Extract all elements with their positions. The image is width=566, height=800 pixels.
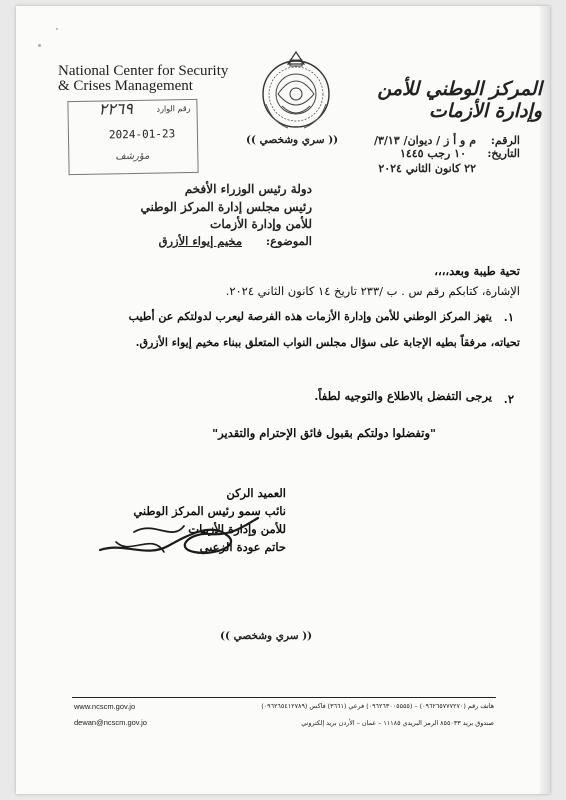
stamp-signature: مؤرشف <box>115 150 150 163</box>
addressee-line2: رئيس مجلس إدارة المركز الوطني <box>140 200 312 214</box>
subject-value: مخيم إيواء الأزرق <box>158 234 242 248</box>
signatory-title1: نائب سمو رئيس المركز الوطني <box>133 504 286 518</box>
footer-divider <box>72 697 496 698</box>
letterhead-english <box>58 64 228 94</box>
subject-label: الموضوع: <box>265 234 312 248</box>
ref-date-label: التاريخ: <box>487 147 520 160</box>
footer-email: dewan@ncscm.gov.jo <box>74 718 147 727</box>
classification-top: (( سري وشخصي )) <box>246 134 339 146</box>
signatory-title2: للأمن وإدارة الأزمات <box>188 522 286 536</box>
binder-edge <box>540 6 550 794</box>
paragraph-2-line1: يرجى التفضل بالاطلاع والتوجيه لطفاً. <box>314 389 492 403</box>
ref-number-value: م و أ ز / ديوان/ ٣/١٣/ <box>373 134 476 147</box>
handwritten-signature <box>94 512 264 562</box>
royal-emblem-icon <box>252 46 340 134</box>
letterhead-arabic: المركز الوطني للأمن وإدارة الأزمات <box>377 78 542 122</box>
addressee-line1: دولة رئيس الوزراء الأفخم <box>184 182 312 196</box>
footer-phones: هاتف رقم (٠٩٦٢٦٥٧٧٧٢٧٠) – (٠٩٦٢٦٣٠٠٥٥٥٥) فرعي (٣٦٦١) فاكس (٠٩٦٢٦٥٤١٢٧٨٩) <box>261 702 494 710</box>
scan-speck <box>38 44 41 47</box>
stamp-label: رقم الوارد <box>156 103 191 114</box>
stamp-date: 2024-01-23 <box>108 127 176 142</box>
paragraph-2-number: ٢. <box>503 392 514 406</box>
ref-date-hijri: ١٠ رجب ١٤٤٥ <box>399 147 466 160</box>
signatory-rank: العميد الركن <box>226 486 286 500</box>
stamp-number: ٢٢٦٩ <box>98 100 134 119</box>
footer-website: www.ncscm.gov.jo <box>74 702 136 711</box>
ref-date-gregorian: ٢٢ كانون الثاني ٢٠٢٤ <box>378 162 476 175</box>
signatory-name: حاتم عودة الزعبي <box>199 540 286 554</box>
ref-number-label: الرقم: <box>490 134 520 147</box>
footer-address: صندوق بريد ٨٥٥٠٣٣ الرمز البريدي ١١١٨٥ – عمان – الأردن بريد إلكتروني <box>301 719 494 727</box>
letterhead-en-line1: National Center for Security <box>58 63 229 79</box>
reference-line: الإشارة، كتابكم رقم س . ب /٢٣٣ تاريخ ١٤ كانون الثاني ٢٠٢٤. <box>225 284 520 298</box>
document-page <box>16 6 550 794</box>
paragraph-1-line2: تحياته، مرفقاً بطيه الإجابة على سؤال مجلس النواب المتعلق ببناء مخيم إيواء الأزرق. <box>135 336 520 349</box>
paragraph-1-line1: يتهز المركز الوطني للأمن وإدارة الأزمات هذه الفرصة ليعرب لدولتكم عن أطيب <box>128 310 492 323</box>
closing-phrase: "وتفضلوا دولتكم بقبول فائق الإحترام والتقدير" <box>212 426 436 440</box>
greeting: تحية طيبة وبعد،،،، <box>434 264 520 278</box>
paragraph-1-number: ١. <box>503 310 514 324</box>
classification-bottom: (( سري وشخصي )) <box>220 630 313 642</box>
scan-speck <box>56 28 58 30</box>
letterhead-en-line2: & Crises Management <box>58 78 193 94</box>
received-stamp <box>67 99 198 175</box>
addressee-line3: للأمن وإدارة الأزمات <box>210 217 312 231</box>
